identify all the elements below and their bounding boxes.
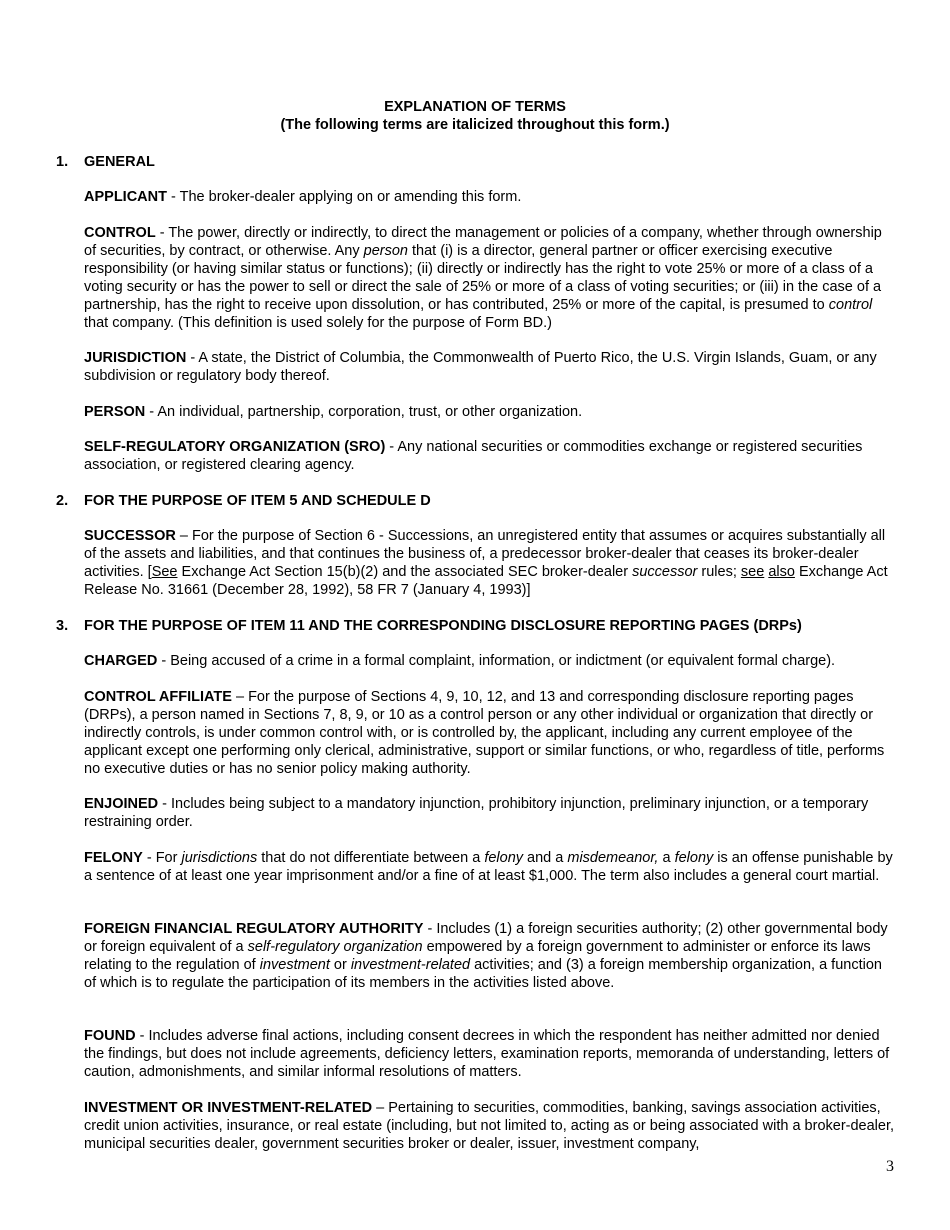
term-separator: –	[175, 528, 192, 544]
term-separator: –	[372, 1100, 389, 1116]
section-title: GENERAL	[84, 154, 155, 170]
term-label: ENJOINED	[84, 796, 159, 812]
term-control	[84, 224, 896, 332]
page-subtitle: (The following terms are italicized throughout this form.)	[280, 117, 670, 133]
term-charged	[84, 652, 896, 670]
term-label: PERSON	[84, 404, 146, 420]
term-definition: The broker-dealer applying on or amending this form.	[179, 189, 522, 205]
section-heading-item-5	[56, 492, 431, 510]
term-found	[84, 1027, 896, 1081]
term-definition: A state, the District of Columbia, the Commonwealth of Puerto Rico, the U.S. Virgin Islands, Guam, or any subdivision or regulatory body thereof.	[84, 350, 877, 384]
term-label: INVESTMENT OR INVESTMENT-RELATED	[84, 1100, 373, 1116]
term-definition: rules;	[697, 564, 741, 580]
term-label: CONTROL	[84, 225, 156, 241]
term-definition: that (i) is a director, general partner or officer exercising executive responsibility (or having similar status or functions); (ii) directly or indirectly has the right to vote 25% or more of a class of a voting security or has the power to sell or direct the sale of 25% or more of a class of voting securities; or (iii) in the case of a partnership, has the right to receive upon dissolution, or has contributed, 25% or more of the capital, is presumed to	[84, 243, 882, 313]
term-definition: Includes adverse final actions, including consent decrees in which the respondent has neither admitted nor denied the findings, but does not include agreements, deficiency letters, examination reports, memoranda of understanding, letters of caution, admonishments, and similar informal resolutions of matters.	[84, 1028, 890, 1080]
section-heading-general	[56, 153, 155, 171]
underlined-word: see	[740, 564, 765, 580]
term-definition: Includes (1) a foreign securities authority; (2) other governmental body or foreign equivalent of a	[84, 921, 888, 955]
italic-term: self-regulatory organization	[247, 939, 423, 955]
underlined-word: See	[151, 564, 178, 580]
section-title: FOR THE PURPOSE OF ITEM 11 AND THE CORRESPONDING DISCLOSURE REPORTING PAGES (DRPs)	[84, 618, 802, 634]
italic-term: felony	[484, 850, 524, 866]
italic-term: successor	[632, 564, 698, 580]
term-felony	[84, 849, 896, 885]
term-separator: -	[423, 921, 437, 937]
term-definition: activities; and (3) a foreign membership organization, a function of which is to regulate the participation of its members in the activities listed above.	[84, 957, 882, 991]
italic-term: misdemeanor,	[567, 850, 659, 866]
term-definition: Exchange Act Section 15(b)(2) and the associated SEC broker-dealer	[177, 564, 633, 580]
page-number: 3	[886, 1158, 894, 1175]
term-definition: that do not differentiate between a	[257, 850, 485, 866]
term-label: APPLICANT	[84, 189, 167, 205]
term-separator: -	[145, 404, 158, 420]
term-label: SELF-REGULATORY ORGANIZATION (SRO)	[84, 439, 386, 455]
italic-term: jurisdictions	[181, 850, 258, 866]
term-definition: For	[155, 850, 182, 866]
term-separator: -	[166, 189, 180, 205]
section-number: 2.	[56, 493, 69, 509]
section-heading-item-11	[56, 617, 802, 635]
term-separator: –	[231, 689, 249, 705]
document-header	[0, 98, 950, 134]
term-successor	[84, 527, 896, 599]
term-label: FOREIGN FINANCIAL REGULATORY AUTHORITY	[84, 921, 424, 937]
section-number: 1.	[56, 154, 69, 170]
term-definition: is an offense punishable by a sentence of at least one year imprisonment and/or a fine of at least $1,000. The term also includes a general court martial.	[84, 850, 893, 884]
term-definition: Includes being subject to a mandatory injunction, prohibitory injunction, preliminary injunction, or a temporary restraining order.	[84, 796, 869, 830]
term-separator: -	[142, 850, 156, 866]
term-definition: The power, directly or indirectly, to direct the management or policies of a company, whether through ownership of securities, by contract, or otherwise. Any	[84, 225, 882, 259]
term-definition: Exchange Act Release No. 31661 (December 28, 1992), 58 FR 7 (January 4, 1993)]	[84, 564, 888, 598]
term-separator: -	[385, 439, 398, 455]
italic-term: felony	[674, 850, 714, 866]
term-definition: Any national securities or commodities exchange or registered securities association, or registered clearing agency.	[84, 439, 863, 473]
term-definition: or	[329, 957, 351, 973]
italic-term: investment-related	[350, 957, 471, 973]
term-label: JURISDICTION	[84, 350, 187, 366]
term-label: CONTROL AFFILIATE	[84, 689, 232, 705]
term-sro	[84, 438, 896, 474]
term-applicant	[84, 188, 896, 206]
term-investment-related	[84, 1099, 896, 1153]
term-control-affiliate	[84, 688, 896, 778]
term-label: FOUND	[84, 1028, 136, 1044]
term-definition: Pertaining to securities, commodities, banking, savings association activities, credit union activities, insurance, or real estate (including, but not limited to, acting as or being associated with a broker-dealer, municipal securities dealer, government securities broker or dealer, issuer, investment company,	[84, 1100, 895, 1152]
underlined-word: also	[768, 564, 795, 580]
term-separator: -	[158, 796, 172, 812]
term-separator: -	[186, 350, 199, 366]
italic-term: control	[828, 297, 873, 313]
term-enjoined	[84, 795, 896, 831]
term-definition: that company. (This definition is used solely for the purpose of Form BD.)	[84, 315, 552, 331]
section-number: 3.	[56, 618, 69, 634]
term-definition: a	[658, 850, 675, 866]
term-foreign-financial-regulatory-authority	[84, 920, 896, 992]
term-jurisdiction	[84, 349, 896, 385]
term-definition: For the purpose of Section 6 - Successions, an unregistered entity that assumes or acquires substantially all of the assets and liabilities, and that continues the business of, a predecessor broker-dealer that ceases its broker-dealer activities. [	[84, 528, 886, 580]
term-separator: -	[157, 653, 171, 669]
page-title: EXPLANATION OF TERMS	[384, 99, 566, 115]
term-definition: An individual, partnership, corporation, trust, or other organization.	[157, 404, 583, 420]
italic-term: investment	[259, 957, 330, 973]
term-label: SUCCESSOR	[84, 528, 176, 544]
term-definition: Being accused of a crime in a formal complaint, information, or indictment (or equivalent formal charge).	[170, 653, 836, 669]
term-label: FELONY	[84, 850, 143, 866]
term-definition: and a	[523, 850, 568, 866]
term-person	[84, 403, 896, 421]
term-definition: empowered by a foreign government to administer or enforce its laws relating to the regulation of	[84, 939, 871, 973]
section-title: FOR THE PURPOSE OF ITEM 5 AND SCHEDULE D	[84, 493, 431, 509]
term-label: CHARGED	[84, 653, 158, 669]
term-separator: -	[155, 225, 169, 241]
term-separator: -	[135, 1028, 149, 1044]
italic-term: person	[363, 243, 408, 259]
term-definition: For the purpose of Sections 4, 9, 10, 12, and 13 and corresponding disclosure reporting pages (DRPs), a person named in Sections 7, 8, 9, or 10 as a control person or any other individual or organization that directly or indirectly controls, is under common control with, or is controlled by, the applicant, including any current employee of the applicant except one performing only clerical, administrative, support or similar functions, or who, regardless of title, performs no executive duties or has no senior policy making authority.	[84, 689, 885, 777]
